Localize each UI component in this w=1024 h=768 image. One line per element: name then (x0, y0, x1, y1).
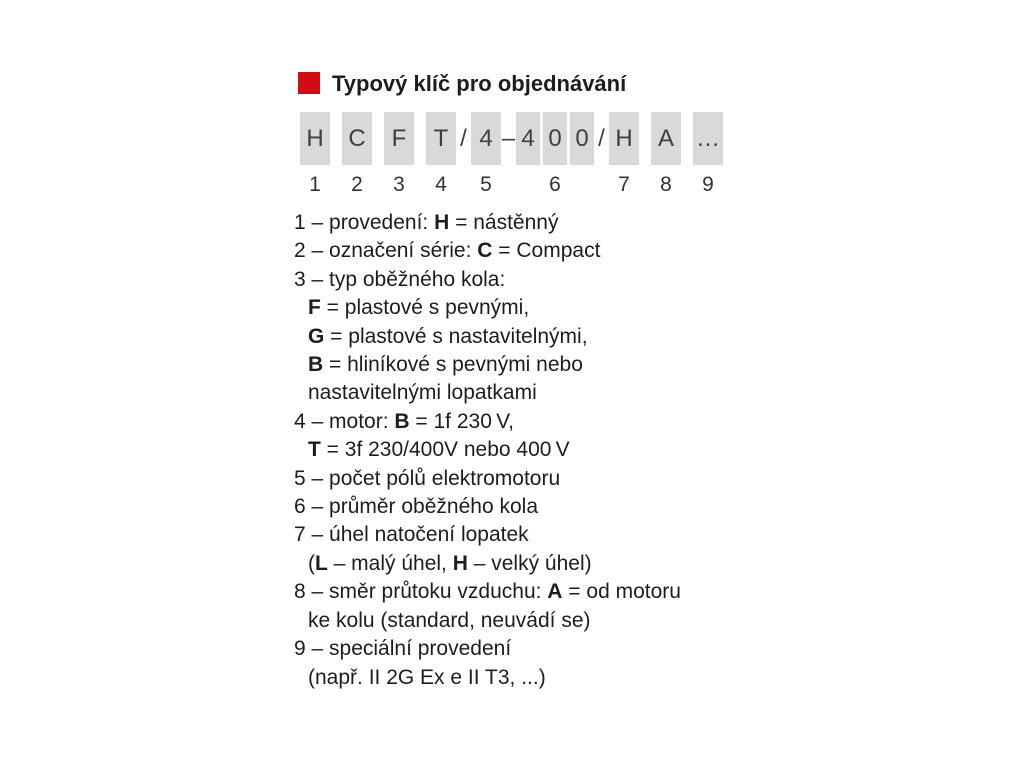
key-box: C (342, 112, 372, 165)
legend-code-letter: F (308, 296, 321, 320)
type-key-row (300, 112, 735, 196)
legend-code-letter: H (452, 551, 468, 575)
legend-line (294, 379, 681, 407)
legend-text: 2 – označení série: (294, 239, 478, 263)
legend-line (294, 209, 681, 237)
key-box-group (693, 112, 723, 165)
legend-line (294, 465, 681, 493)
legend-text: – velký úhel) (467, 551, 592, 575)
legend-line (294, 664, 681, 692)
legend-code-letter: G (308, 324, 325, 348)
position-number: 6 (549, 173, 561, 196)
legend-text: ke kolu (standard, neuvádí se) (308, 608, 591, 632)
key-column (609, 112, 639, 196)
section-header (298, 72, 626, 96)
key-box: 4 (516, 112, 540, 165)
key-box-group (426, 112, 456, 165)
legend-line (294, 266, 681, 294)
key-separator: / (598, 125, 605, 152)
position-number: 9 (702, 173, 714, 196)
key-box-group (609, 112, 639, 165)
legend-text: = od motoru (562, 580, 681, 604)
key-box-group (651, 112, 681, 165)
legend-code-letter: B (394, 409, 410, 433)
key-box: H (300, 112, 330, 165)
key-column (342, 112, 372, 196)
legend-code-letter: B (308, 353, 324, 377)
position-number: 8 (660, 173, 672, 196)
key-column (426, 112, 456, 196)
legend-code-letter: L (315, 551, 328, 575)
key-column (693, 112, 723, 196)
key-box: 0 (543, 112, 567, 165)
key-box: T (426, 112, 456, 165)
position-number: 5 (480, 173, 492, 196)
legend-text: 4 – motor: (294, 409, 395, 433)
legend-text: = Compact (492, 239, 601, 263)
legend-code-letter: H (434, 211, 450, 234)
key-box-group (516, 112, 594, 165)
legend-line (294, 607, 681, 635)
legend-text: 8 – směr průtoku vzduchu: (294, 580, 548, 604)
position-number: 1 (309, 173, 321, 196)
key-box-group (471, 112, 501, 165)
key-box-group (300, 112, 330, 165)
legend-text: = nástěnný (449, 211, 559, 234)
legend-text: (např. II 2G Ex e II T3, ...) (308, 665, 546, 689)
key-column (384, 112, 414, 196)
key-box: … (693, 112, 723, 165)
legend (294, 209, 681, 692)
key-column (471, 112, 501, 196)
legend-code-letter: C (477, 239, 493, 263)
legend-line (294, 237, 681, 265)
key-separator: / (460, 125, 467, 152)
position-number: 4 (435, 173, 447, 196)
legend-line (294, 408, 681, 436)
legend-text: = hliníkové s pevnými nebo (323, 353, 583, 377)
key-box: A (651, 112, 681, 165)
section-title: Typový klíč pro objednávání (332, 71, 627, 96)
legend-text: = 1f 230 V, (409, 409, 514, 433)
legend-text: – malý úhel, (327, 551, 453, 575)
legend-code-letter: A (547, 580, 563, 604)
position-number: 7 (618, 173, 630, 196)
key-column (516, 112, 594, 196)
legend-text: 3 – typ oběžného kola: (294, 267, 506, 291)
key-box-group (384, 112, 414, 165)
legend-text: ( (308, 551, 315, 575)
key-box: 4 (471, 112, 501, 165)
legend-text: = plastové s nastavitelnými, (324, 324, 588, 348)
legend-line (294, 521, 681, 549)
legend-line (294, 351, 681, 379)
legend-text: = plastové s pevnými, (320, 296, 530, 320)
position-number: 2 (351, 173, 363, 196)
key-box: F (384, 112, 414, 165)
legend-text: 7 – úhel natočení lopatek (294, 523, 529, 547)
legend-text: = 3f 230/400V nebo 400 V (320, 438, 570, 462)
position-number: 3 (393, 173, 405, 196)
legend-text: 9 – speciální provedení (294, 637, 512, 661)
legend-line (294, 294, 681, 322)
legend-line (294, 436, 681, 464)
legend-code-letter: T (308, 438, 321, 462)
red-square-bullet-icon (298, 72, 320, 94)
legend-text: nastavitelnými lopatkami (308, 381, 537, 405)
legend-line (294, 323, 681, 351)
key-box: H (609, 112, 639, 165)
key-column (300, 112, 330, 196)
legend-line (294, 550, 681, 578)
legend-text: 5 – počet pólů elektromotoru (294, 466, 561, 490)
key-box: 0 (570, 112, 594, 165)
key-box-group (342, 112, 372, 165)
legend-line (294, 635, 681, 663)
key-separator: – (501, 125, 516, 152)
legend-line (294, 578, 681, 606)
legend-text: 1 – provedení: (294, 211, 435, 234)
legend-text: 6 – průměr oběžného kola (294, 495, 538, 519)
legend-line (294, 493, 681, 521)
key-column (651, 112, 681, 196)
